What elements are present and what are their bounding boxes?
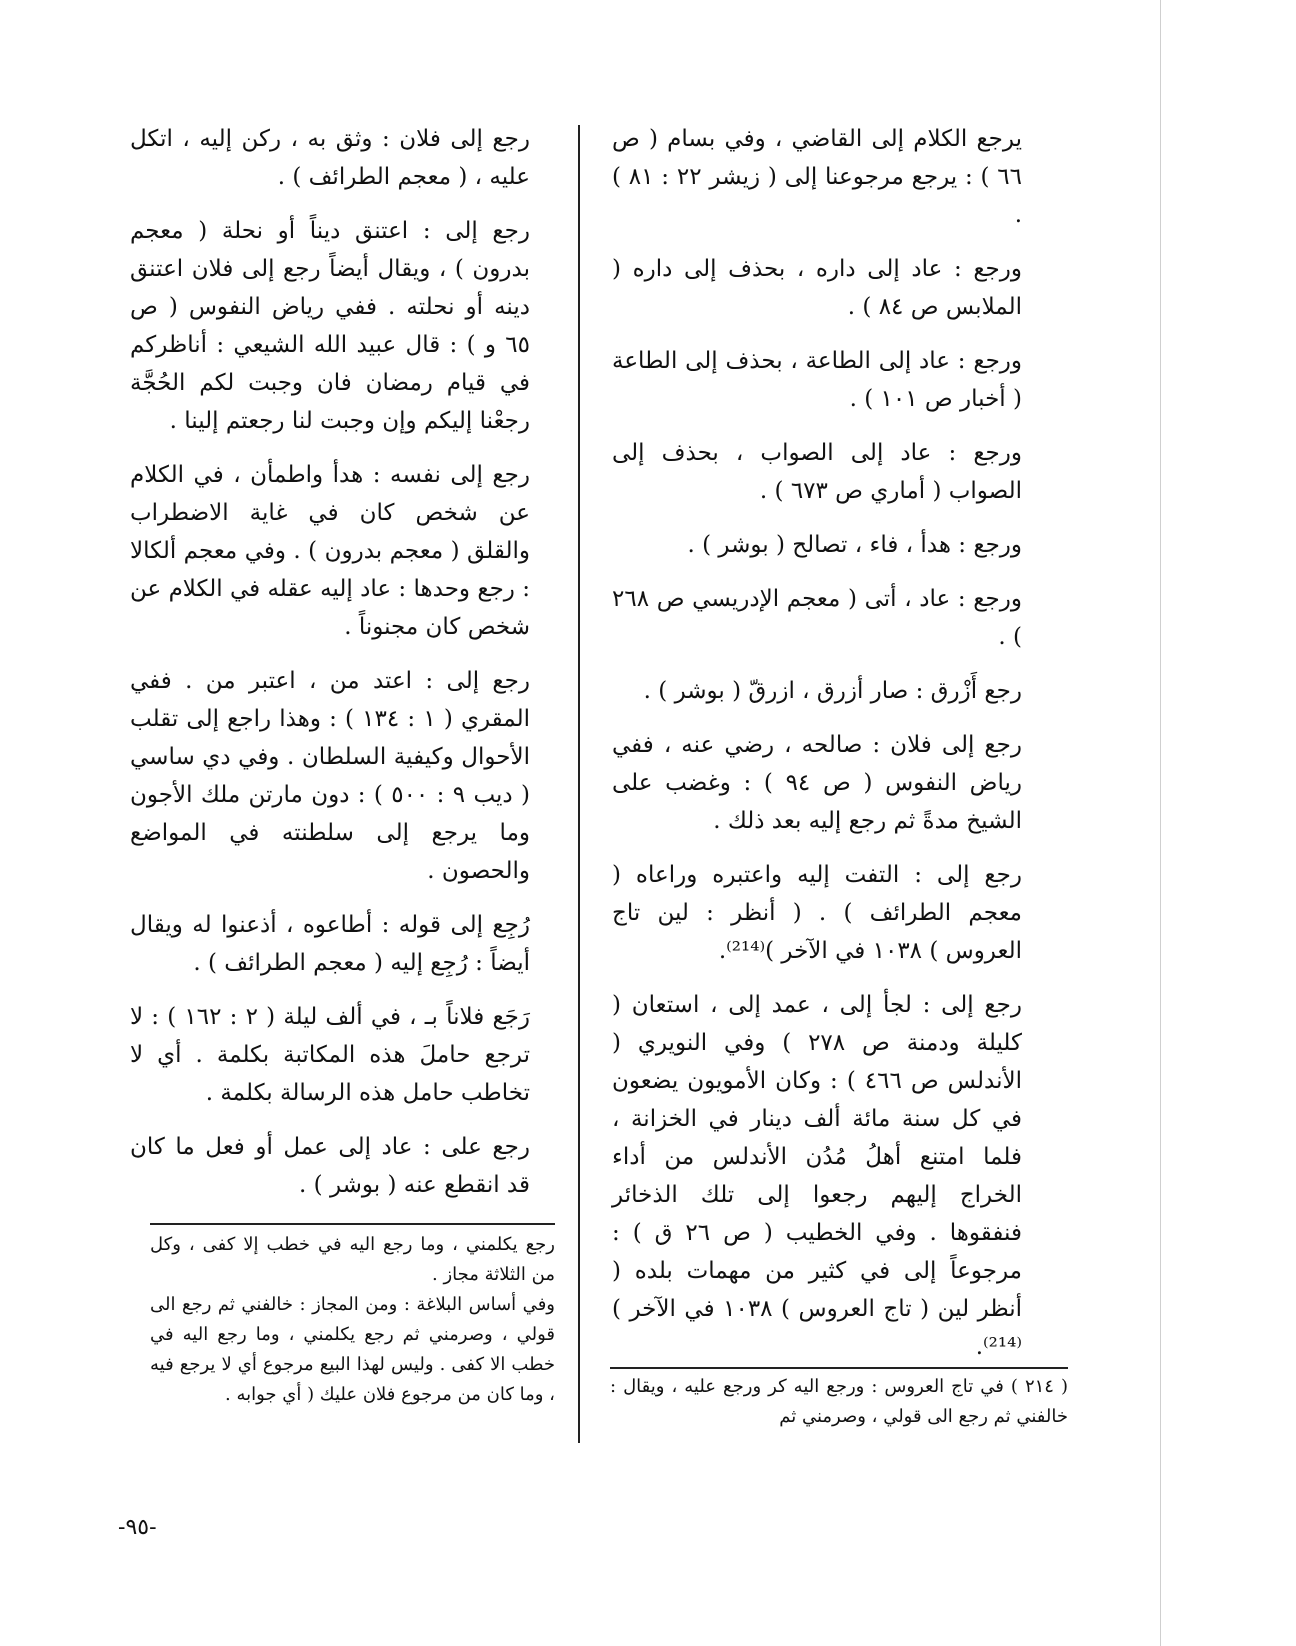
footnote: رجع يكلمني ، وما رجع اليه في خطب إلا كفى ، وكل من الثلاثة مجاز . <box>150 1234 555 1285</box>
entry: رجع إلى : اعتد من ، اعتبر من . ففي المقري ( ١ : ١٣٤ ) : وهذا راجع إلى تقلب الأحوال وكيفية السلطان . وفي دي ساسي ( ديب ٩ : ٥٠٠ ) : دون مارتن ملك الأجون وما يرجع إلى سلطنته في المواضع والحصون . <box>130 668 530 884</box>
left-column <box>130 120 530 1200</box>
footnote-rule-left <box>150 1223 555 1225</box>
entry: رجع على : عاد إلى عمل أو فعل ما كان قد انقطع عنه ( بوشر ) . <box>130 1134 530 1198</box>
entry: رجع إلى : التفت إليه واعتبره وراعاه ( معجم الطرائف ) . ( أنظر : لين تاج العروس ) ١٠٣٨ في الآخر )⁽²¹⁴⁾. <box>612 862 1022 964</box>
entry: رجع إلى فلان : وثق به ، ركن إليه ، اتكل عليه ، ( معجم الطرائف ) . <box>130 126 530 190</box>
column-divider <box>578 125 580 1443</box>
entry: ورجع : هدأ ، فاء ، تصالح ( بوشر ) . <box>687 532 1022 558</box>
entry: ورجع : عاد إلى الصواب ، بحذف إلى الصواب ( أماري ص ٦٧٣ ) . <box>612 440 1022 504</box>
entry: رجع إلى : لجأ إلى ، عمد إلى ، استعان ( كليلة ودمنة ص ٢٧٨ ) وفي النويري ( الأندلس ص ٤٦٦ ) : وكان الأمويون يضعون في كل سنة مائة ألف دينار في الخزانة ، فلما امتنع أهلُ مُدُن الأندلس من أداء الخراج إليهم رجعوا إلى تلك الذخائر فنفقوها . وفي الخطيب ( ص ٢٦ ق ) : مرجوعاً إلى في كثير من مهمات بلده ( أنظر لين ( تاج العروس ) ١٠٣٨ في الآخر )⁽²¹⁴⁾. <box>612 992 1022 1360</box>
entry: رُجِع إلى قوله : أطاعوه ، أذعنوا له ويقال أيضاً : رُجِع إليه ( معجم الطرائف ) . <box>130 912 530 976</box>
entry: رجع إلى فلان : صالحه ، رضي عنه ، ففي رياض النفوس ( ص ٩٤ ) : وغضب على الشيخ مدةً ثم رجع إليه بعد ذلك . <box>612 732 1023 834</box>
entry: ورجع : عاد إلى داره ، بحذف إلى داره ( الملابس ص ٨٤ ) . <box>612 256 1022 320</box>
right-column <box>612 120 1022 1360</box>
entry: رَجَع فلاناً بـ ، في ألف ليلة ( ٢ : ١٦٢ ) : لا ترجع حاملَ هذه المكاتبة بكلمة . أي لا تخاطب حامل هذه الرسالة بكلمة . <box>130 1004 531 1106</box>
footnote: وفي أساس البلاغة : ومن المجاز : خالفني ثم رجع الى قولي ، وصرمني ثم رجع يكلمني ، وما رجع اليه في خطب الا كفى . وليس لهذا البيع مرجوع أي لا يرجع فيه ، وما كان من مرجوع فلان عليك ( أي جوابه . <box>150 1294 555 1405</box>
entry: رجع إلى : اعتنق ديناً أو نحلة ( معجم بدرون ) ، ويقال أيضاً رجع إلى فلان اعتنق دينه أو نحلته . ففي رياض النفوس ( ص ٦٥ و ) : قال عبيد الله الشيعي : أناظركم في قيام رمضان فان وجبت لكم الحُجَّة رجعْنا إليكم وإن وجبت لنا رجعتم إلينا . <box>130 218 530 434</box>
entry: رجع أَزْرق : صار أزرق ، ازرقّ ( بوشر ) . <box>643 678 1022 704</box>
footnotes-right <box>610 1372 1068 1432</box>
entry: ورجع : عاد ، أتى ( معجم الإدريسي ص ٢٦٨ ) . <box>612 586 1022 650</box>
entry: يرجع الكلام إلى القاضي ، وفي بسام ( ص ٦٦ ) : يرجع مرجوعنا إلى ( زيشر ٢٢ : ٨١ ) . <box>612 126 1022 228</box>
page-number: -٩٥- <box>118 1515 157 1540</box>
footnotes-left <box>150 1230 555 1410</box>
entry: ورجع : عاد إلى الطاعة ، بحذف إلى الطاعة ( أخبار ص ١٠١ ) . <box>612 348 1022 412</box>
scan-edge-line <box>1160 0 1161 1646</box>
footnote: ( ٢١٤ ) في تاج العروس : ورجع اليه كر ورجع عليه ، ويقال : خالفني ثم رجع الى قولي ، وصرمني ثم <box>610 1376 1068 1427</box>
footnote-rule-right <box>610 1367 1068 1369</box>
entry: رجع إلى نفسه : هدأ واطمأن ، في الكلام عن شخص كان في غاية الاضطراب والقلق ( معجم بدرون ) . وفي معجم ألكالا : رجع وحدها : عاد إليه عقله في الكلام عن شخص كان مجنوناً . <box>130 462 530 640</box>
